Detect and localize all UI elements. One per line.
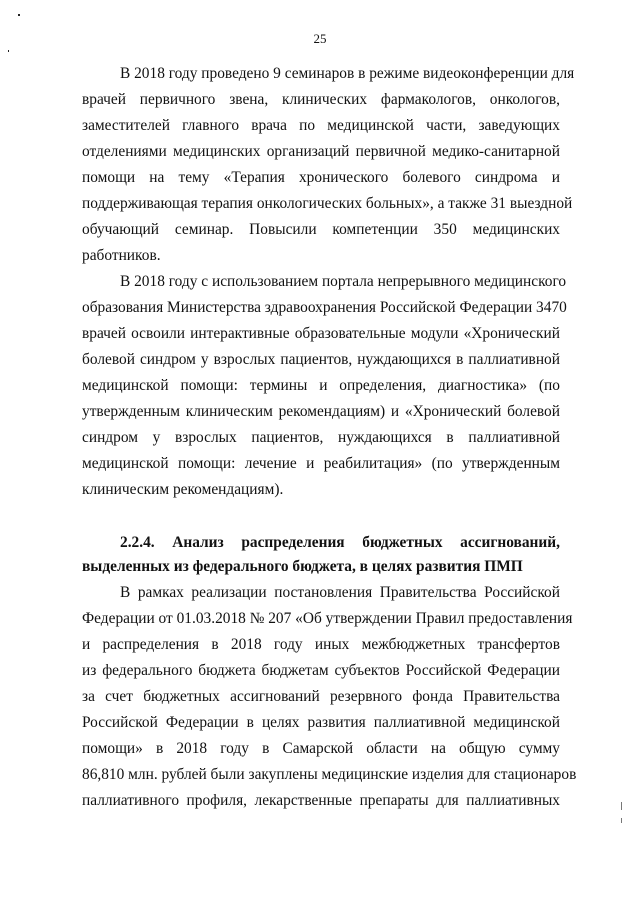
text-line: синдром у взрослых пациентов, нуждающихся в паллиативной: [82, 429, 560, 446]
text-line: врачей первичного звена, клинических фармакологов, онкологов,: [82, 91, 560, 108]
text-line: Федерации от 01.03.2018 № 207 «Об утверждении Правил предоставления: [82, 610, 573, 627]
page-number: 25: [313, 31, 327, 46]
text-line: клиническим рекомендациям).: [82, 481, 284, 498]
text-line: медицинской помощи: лечение и реабилитация» (по утвержденным: [82, 455, 560, 472]
text-line: помощи» в 2018 году в Самарской области на общую сумму: [82, 740, 560, 757]
text-line: В 2018 году с использованием портала непрерывного медицинского: [120, 273, 567, 290]
scan-mark: [18, 14, 20, 16]
text-line: помощи на тему «Терапия хронического болевого синдрома и: [82, 169, 560, 186]
text-line: В рамках реализации постановления Правительства Российской: [120, 584, 560, 601]
text-line: и распределения в 2018 году иных межбюджетных трансфертов: [82, 636, 560, 653]
text-line: В 2018 году проведено 9 семинаров в режиме видеоконференции для: [120, 65, 575, 82]
text-line: утвержденным клиническим рекомендациям) и «Хронический болевой: [82, 403, 560, 420]
text-line: за счет бюджетных ассигнований резервного фонда Правительства: [82, 688, 560, 705]
paragraph-portal: [82, 269, 567, 503]
heading-line: выделенных из федерального бюджета, в целях развития ПМП: [82, 558, 523, 575]
text-line: отделениями медицинских организаций первичной медико-санитарной: [82, 143, 560, 160]
text-line: 86,810 млн. рублей были закуплены медицинские изделия для стационаров: [82, 766, 577, 783]
heading-line: 2.2.4. Анализ распределения бюджетных ассигнований,: [120, 534, 560, 551]
scan-mark: [621, 802, 622, 810]
text-line: обучающий семинар. Повысили компетенции 350 медицинских: [82, 221, 560, 238]
paragraph-budget: [82, 580, 577, 814]
text-line: Российской Федерации в целях развития паллиативной медицинской: [82, 714, 560, 731]
text-line: работников.: [82, 247, 161, 264]
text-line: медицинской помощи: термины и определения, диагностика» (по: [82, 377, 560, 394]
text-line: врачей освоили интерактивные образовательные модули «Хронический: [82, 325, 560, 342]
scan-mark: [621, 818, 622, 823]
text-line: образования Министерства здравоохранения Российской Федерации 3470: [82, 299, 567, 316]
text-line: из федерального бюджета бюджетам субъектов Российской Федерации: [82, 662, 560, 679]
section-heading: [82, 530, 560, 578]
text-line: паллиативного профиля, лекарственные препараты для паллиативных: [82, 792, 560, 809]
scan-mark: [8, 50, 9, 52]
paragraph-seminars: [82, 61, 575, 269]
text-line: болевой синдром у взрослых пациентов, нуждающихся в паллиативной: [82, 351, 560, 368]
text-line: заместителей главного врача по медицинской части, заведующих: [82, 117, 560, 134]
text-line: поддерживающая терапия онкологических больных», а также 31 выездной: [82, 195, 573, 212]
